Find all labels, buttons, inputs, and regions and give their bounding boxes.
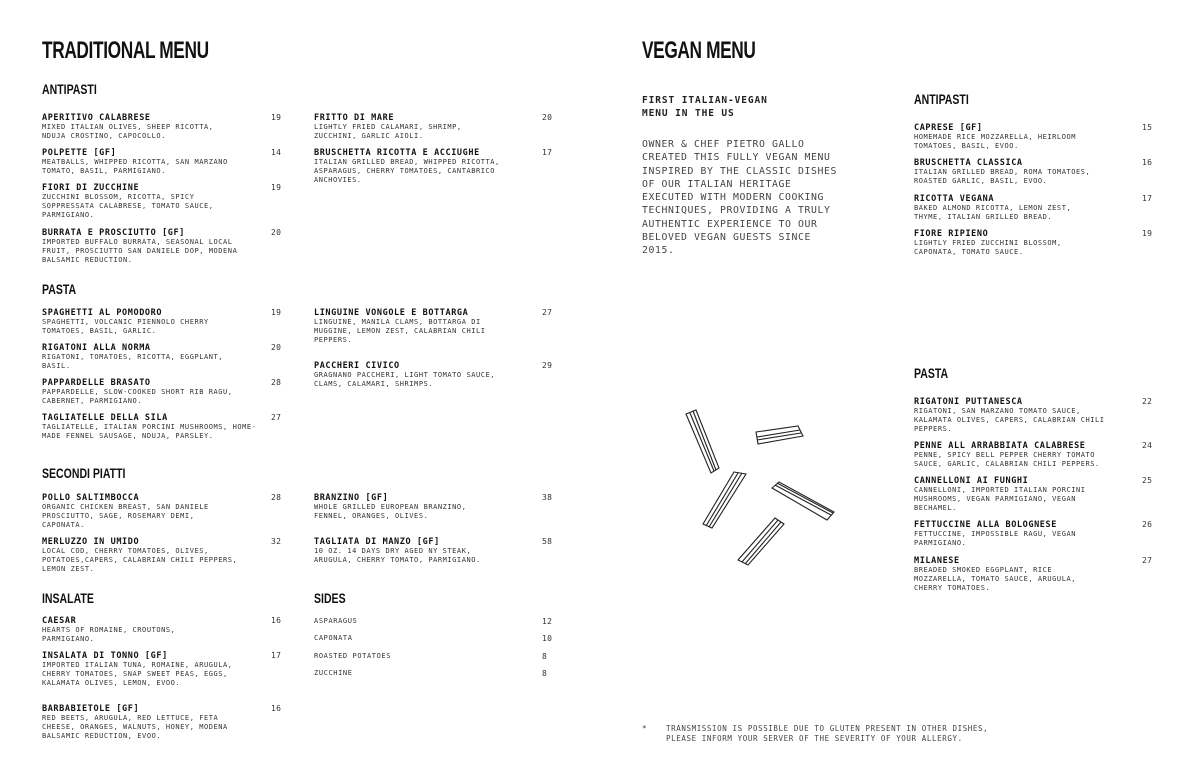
vegan-intro-heading: FIRST ITALIAN-VEGAN MENU IN THE US bbox=[642, 95, 768, 119]
menu-item bbox=[42, 378, 282, 406]
item-desc: LOCAL COD, CHERRY TOMATOES, OLIVES, POTATOES,CAPERS, CALABRIAN CHILI PEPPERS, LEMON ZEST. bbox=[42, 547, 238, 573]
item-price: 12 bbox=[542, 617, 553, 626]
item-desc: IMPORTED BUFFALO BURRATA, SEASONAL LOCAL FRUIT, PROSCIUTTO SAN DANIELE DOP, MODENA BALSAMIC REDUCTION. bbox=[42, 238, 238, 264]
item-desc: ITALIAN GRILLED BREAD, WHIPPED RICOTTA, ASPARAGUS, CHERRY TOMATOES, CANTABRICO ANCHOVIES. bbox=[314, 158, 500, 184]
item-desc: ZUCCHINI BLOSSOM, RICOTTA, SPICY SOPPRESSATA CALABRESE, TOMATO SAUCE, PARMIGIANO. bbox=[42, 193, 214, 219]
item-desc: HEARTS OF ROMAINE, CROUTONS, PARMIGIANO. bbox=[42, 626, 176, 643]
item-price: 8 bbox=[542, 652, 548, 661]
item-name: CANNELLONI AI FUNGHI bbox=[914, 476, 1029, 486]
vegan-pasta-heading: PASTA bbox=[914, 366, 949, 381]
item-price: 25 bbox=[1142, 476, 1153, 485]
menu-item bbox=[914, 229, 1154, 257]
menu-item bbox=[914, 397, 1154, 433]
item-name: SPAGHETTI AL POMODORO bbox=[42, 308, 163, 318]
item-desc: RIGATONI, TOMATOES, RICOTTA, EGGPLANT, BASIL. bbox=[42, 353, 224, 370]
item-desc: ORGANIC CHICKEN BREAST, SAN DANIELE PROSCIUTTO, SAGE, ROSEMARY DEMI, CAPONATA. bbox=[42, 503, 209, 529]
item-price: 20 bbox=[271, 228, 282, 237]
item-name: ZUCCHINE bbox=[314, 669, 353, 677]
item-name: PENNE ALL ARRABBIATA CALABRESE bbox=[914, 441, 1086, 451]
antipasti-heading: ANTIPASTI bbox=[42, 82, 97, 97]
penne-pasta-illustration bbox=[676, 400, 846, 580]
side-item bbox=[314, 652, 554, 660]
item-name: CAPRESE [GF] bbox=[914, 123, 983, 133]
item-name: RIGATONI ALLA NORMA bbox=[42, 343, 151, 353]
item-name: RICOTTA VEGANA bbox=[914, 194, 995, 204]
menu-item bbox=[314, 113, 554, 141]
menu-item bbox=[42, 616, 282, 644]
penne-piece bbox=[686, 410, 719, 473]
item-desc: BAKED ALMOND RICOTTA, LEMON ZEST, THYME, ITALIAN GRILLED BREAD. bbox=[914, 204, 1072, 221]
item-desc: RED BEETS, ARUGULA, RED LETTUCE, FETA CHEESE, ORANGES, WALNUTS, HONEY, MODENA BALSAMIC REDUCTION, EVOO. bbox=[42, 714, 228, 740]
menu-item bbox=[42, 651, 282, 687]
menu-item bbox=[914, 123, 1154, 151]
vegan-menu-title: VEGAN MENU bbox=[642, 37, 756, 64]
item-name: PAPPARDELLE BRASATO bbox=[42, 378, 151, 388]
traditional-menu-title: TRADITIONAL MENU bbox=[42, 37, 209, 64]
item-desc: ITALIAN GRILLED BREAD, ROMA TOMATOES, ROASTED GARLIC, BASIL, EVOO. bbox=[914, 168, 1091, 185]
item-desc: RIGATONI, SAN MARZANO TOMATO SAUCE, KALAMATA OLIVES, CAPERS, CALABRIAN CHILI PEPPERS. bbox=[914, 407, 1105, 433]
item-name: POLLO SALTIMBOCCA bbox=[42, 493, 140, 503]
item-desc: PAPPARDELLE, SLOW-COOKED SHORT RIB RAGU, CABERNET, PARMIGIANO. bbox=[42, 388, 233, 405]
menu-item bbox=[914, 520, 1154, 548]
sides-heading: SIDES bbox=[314, 591, 346, 606]
item-desc: SPAGHETTI, VOLCANIC PIENNOLO CHERRY TOMATOES, BASIL, GARLIC. bbox=[42, 318, 209, 335]
item-desc: IMPORTED ITALIAN TUNA, ROMAINE, ARUGULA, CHERRY TOMATOES, SNAP SWEET PEAS, EGGS, KALAMATA OLIVES, LEMON, EVOO. bbox=[42, 661, 233, 687]
item-desc: WHOLE GRILLED EUROPEAN BRANZINO, FENNEL, ORANGES, OLIVES. bbox=[314, 503, 467, 520]
item-name: BRANZINO [GF] bbox=[314, 493, 389, 503]
item-price: 24 bbox=[1142, 441, 1153, 450]
penne-piece bbox=[772, 482, 834, 520]
item-name: INSALATA DI TONNO [GF] bbox=[42, 651, 168, 661]
item-price: 27 bbox=[542, 308, 553, 317]
vegan-antipasti-heading: ANTIPASTI bbox=[914, 92, 969, 107]
item-price: 19 bbox=[271, 183, 282, 192]
item-desc: MEATBALLS, WHIPPED RICOTTA, SAN MARZANO TOMATO, BASIL, PARMIGIANO. bbox=[42, 158, 228, 175]
menu-item bbox=[42, 183, 282, 219]
item-name: CAPONATA bbox=[314, 634, 353, 642]
item-price: 58 bbox=[542, 537, 553, 546]
item-name: POLPETTE [GF] bbox=[42, 148, 117, 158]
menu-item bbox=[914, 441, 1154, 469]
menu-item bbox=[42, 493, 282, 529]
penne-piece bbox=[738, 518, 784, 565]
item-name: BRUSCHETTA CLASSICA bbox=[914, 158, 1023, 168]
item-name: TAGLIATELLE DELLA SILA bbox=[42, 413, 168, 423]
item-price: 27 bbox=[1142, 556, 1153, 565]
item-price: 10 bbox=[542, 634, 553, 643]
item-desc: LINGUINE, MANILA CLAMS, BOTTARGA DI MUGGINE, LEMON ZEST, CALABRIAN CHILI PEPPERS. bbox=[314, 318, 486, 344]
item-price: 17 bbox=[271, 651, 282, 660]
menu-item bbox=[314, 493, 554, 521]
item-name: APERITIVO CALABRESE bbox=[42, 113, 151, 123]
item-name: ROASTED POTATOES bbox=[314, 652, 392, 660]
item-desc: HOMEMADE RICE MOZZARELLA, HEIRLOOM TOMATOES, BASIL, EVOO. bbox=[914, 133, 1076, 150]
side-item bbox=[314, 634, 554, 642]
item-name: CAESAR bbox=[42, 616, 77, 626]
item-desc: CANNELLONI, IMPORTED ITALIAN PORCINI MUSHROOMS, VEGAN PARMIGIANO, VEGAN BECHAMEL. bbox=[914, 486, 1086, 512]
item-name: BRUSCHETTA RICOTTA E ACCIUGHE bbox=[314, 148, 480, 158]
menu-item bbox=[42, 413, 282, 441]
menu-item bbox=[914, 556, 1154, 592]
item-price: 17 bbox=[542, 148, 553, 157]
menu-item bbox=[42, 343, 282, 371]
menu-item bbox=[42, 704, 282, 740]
pasta-heading: PASTA bbox=[42, 282, 77, 297]
item-price: 20 bbox=[542, 113, 553, 122]
penne-piece bbox=[756, 426, 803, 444]
item-price: 16 bbox=[271, 616, 282, 625]
item-name: TAGLIATA DI MANZO [GF] bbox=[314, 537, 440, 547]
item-price: 32 bbox=[271, 537, 282, 546]
item-name: FIORE RIPIENO bbox=[914, 229, 989, 239]
item-desc: MIXED ITALIAN OLIVES, SHEEP RICOTTA, NDUJA CROSTINO, CAPOCOLLO. bbox=[42, 123, 214, 140]
side-item bbox=[314, 617, 554, 625]
item-price: 26 bbox=[1142, 520, 1153, 529]
item-desc: LIGHTLY FRIED CALAMARI, SHRIMP, ZUCCHINI, GARLIC AIOLI. bbox=[314, 123, 462, 140]
item-price: 17 bbox=[1142, 194, 1153, 203]
item-price: 16 bbox=[271, 704, 282, 713]
insalate-heading: INSALATE bbox=[42, 591, 94, 606]
secondi-heading: SECONDI PIATTI bbox=[42, 466, 126, 481]
item-price: 19 bbox=[1142, 229, 1153, 238]
item-name: LINGUINE VONGOLE E BOTTARGA bbox=[314, 308, 469, 318]
item-name: BARBABIETOLE [GF] bbox=[42, 704, 140, 714]
menu-item bbox=[314, 308, 554, 344]
item-name: FRITTO DI MARE bbox=[314, 113, 395, 123]
item-name: MERLUZZO IN UMIDO bbox=[42, 537, 140, 547]
item-desc: TAGLIATELLE, ITALIAN PORCINI MUSHROOMS, HOME-MADE FENNEL SAUSAGE, NDUJA, PARSLEY. bbox=[42, 423, 257, 440]
item-price: 22 bbox=[1142, 397, 1153, 406]
item-desc: PENNE, SPICY BELL PEPPER CHERRY TOMATO SAUCE, GARLIC, CALABRIAN CHILI PEPPERS. bbox=[914, 451, 1100, 468]
item-desc: GRAGNANO PACCHERI, LIGHT TOMATO SAUCE, CLAMS, CALAMARI, SHRIMPS. bbox=[314, 371, 496, 388]
item-name: ASPARAGUS bbox=[314, 617, 358, 625]
item-price: 20 bbox=[271, 343, 282, 352]
menu-item bbox=[914, 194, 1154, 222]
menu-item bbox=[42, 228, 282, 264]
item-price: 16 bbox=[1142, 158, 1153, 167]
item-name: FIORI DI ZUCCHINE bbox=[42, 183, 140, 193]
menu-item bbox=[314, 537, 554, 565]
footnote-text: TRANSMISSION IS POSSIBLE DUE TO GLUTEN PRESENT IN OTHER DISHES, PLEASE INFORM YOUR SERVER OF THE SEVERITY OF YOUR ALLERGY. bbox=[666, 724, 989, 743]
menu-item bbox=[314, 361, 554, 389]
menu-item bbox=[314, 148, 554, 184]
item-desc: FETTUCCINE, IMPOSSIBLE RAGU, VEGAN PARMIGIANO. bbox=[914, 530, 1076, 547]
item-price: 29 bbox=[542, 361, 553, 370]
item-price: 19 bbox=[271, 113, 282, 122]
item-price: 8 bbox=[542, 669, 548, 678]
item-desc: LIGHTLY FRIED ZUCCHINI BLOSSOM, CAPONATA, TOMATO SAUCE. bbox=[914, 239, 1062, 256]
item-name: RIGATONI PUTTANESCA bbox=[914, 397, 1023, 407]
menu-item bbox=[42, 537, 282, 573]
menu-item bbox=[914, 158, 1154, 186]
item-name: FETTUCCINE ALLA BOLOGNESE bbox=[914, 520, 1057, 530]
item-name: BURRATA E PROSCIUTTO [GF] bbox=[42, 228, 185, 238]
item-name: PACCHERI CIVICO bbox=[314, 361, 400, 371]
item-price: 15 bbox=[1142, 123, 1153, 132]
item-desc: 10 OZ. 14 DAYS DRY AGED NY STEAK, ARUGULA, CHERRY TOMATO, PARMIGIANO. bbox=[314, 547, 481, 564]
item-price: 19 bbox=[271, 308, 282, 317]
side-item bbox=[314, 669, 554, 677]
item-price: 38 bbox=[542, 493, 553, 502]
menu-item bbox=[42, 148, 282, 176]
vegan-intro-body: OWNER & CHEF PIETRO GALLO CREATED THIS FULLY VEGAN MENU INSPIRED BY THE CLASSIC DISHES OF OUR ITALIAN HERITAGE EXECUTED WITH MODERN COOKING TECHNIQUES, PROVIDING A TRULY AUTHENTIC EXPERIENCE TO OUR BELOVED VEGAN GUESTS SINCE 2015. bbox=[642, 139, 837, 257]
item-price: 28 bbox=[271, 378, 282, 387]
item-name: MILANESE bbox=[914, 556, 960, 566]
item-desc: BREADED SMOKED EGGPLANT, RICE MOZZARELLA, TOMATO SAUCE, ARUGULA, CHERRY TOMATOES. bbox=[914, 566, 1076, 592]
penne-piece bbox=[703, 472, 746, 528]
item-price: 28 bbox=[271, 493, 282, 502]
menu-item bbox=[42, 113, 282, 141]
menu-item bbox=[914, 476, 1154, 512]
item-price: 27 bbox=[271, 413, 282, 422]
item-price: 14 bbox=[271, 148, 282, 157]
footnote-mark: * bbox=[642, 724, 648, 733]
menu-item bbox=[42, 308, 282, 336]
